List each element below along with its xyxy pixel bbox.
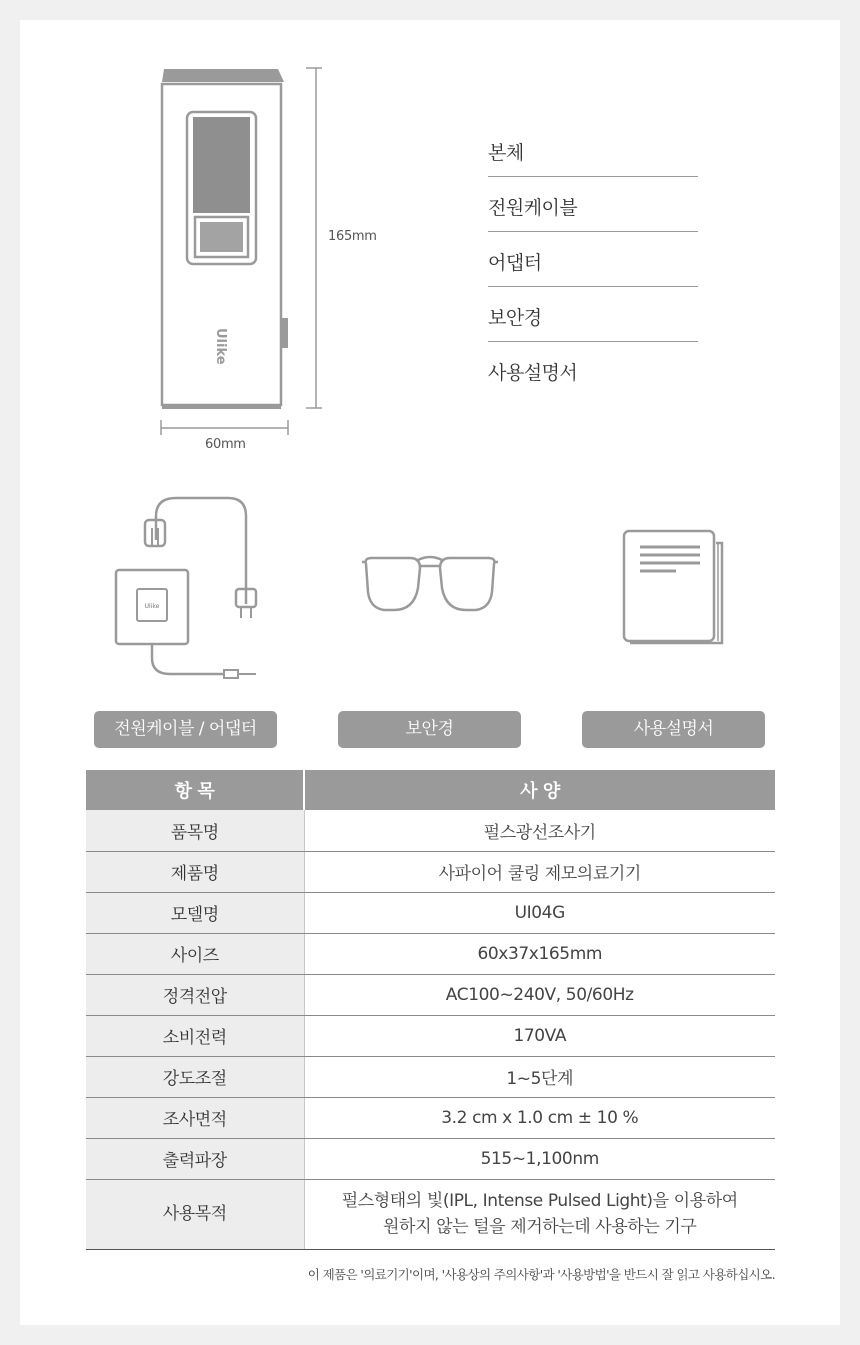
spec-key: 모델명	[86, 892, 304, 933]
spec-value: 515~1,100nm	[304, 1138, 775, 1179]
spec-key: 정격전압	[86, 974, 304, 1015]
spec-header-item: 항 목	[86, 770, 304, 810]
spec-value: 1~5단계	[304, 1056, 775, 1097]
table-row	[86, 810, 775, 851]
device-top-cap	[162, 69, 284, 82]
device-brand-logo: Ulike	[213, 328, 228, 365]
table-row	[86, 1138, 775, 1179]
width-dimension-label: 60mm	[205, 437, 246, 452]
adapter-brand-logo: Ulike	[144, 603, 160, 610]
table-row	[86, 1097, 775, 1138]
footnote: 이 제품은 '의료기기'이며, '사용상의 주의사항'과 '사용방법'을 반드시 잘 읽고 사용하십시오.	[307, 1267, 775, 1282]
table-row	[86, 1179, 775, 1249]
table-row	[86, 974, 775, 1015]
spec-value: 60x37x165mm	[304, 933, 775, 974]
spec-key: 사용목적	[86, 1179, 304, 1249]
table-row	[86, 1056, 775, 1097]
spec-value	[304, 1179, 775, 1249]
device-bottom-base	[162, 405, 281, 409]
spec-key: 강도조절	[86, 1056, 304, 1097]
spec-value: 펄스광선조사기	[304, 810, 775, 851]
manual-illustration	[618, 525, 733, 650]
spec-key: 품목명	[86, 810, 304, 851]
component-item: 사용설명서	[488, 362, 578, 384]
spec-key: 출력파장	[86, 1138, 304, 1179]
spec-value: UI04G	[304, 892, 775, 933]
spec-value-line: 펄스형태의 빛(IPL, Intense Pulsed Light)을 이용하여	[341, 1191, 738, 1211]
spec-key: 소비전력	[86, 1015, 304, 1056]
device-illustration	[150, 60, 340, 460]
height-dimension-label: 165mm	[328, 229, 377, 244]
glasses-label: 보안경	[338, 711, 521, 748]
device-side-button	[281, 318, 288, 348]
spec-value: AC100~240V, 50/60Hz	[304, 974, 775, 1015]
table-row	[86, 851, 775, 892]
spec-header-spec: 사 양	[304, 770, 775, 810]
cable-adapter-label: 전원케이블 / 어댑터	[94, 711, 277, 748]
spec-key: 조사면적	[86, 1097, 304, 1138]
component-item: 전원케이블	[488, 177, 698, 232]
spec-value-line: 원하지 않는 털을 제거하는데 사용하는 기구	[383, 1217, 697, 1237]
component-item: 보안경	[488, 287, 698, 342]
spec-value: 170VA	[304, 1015, 775, 1056]
cable-adapter-illustration	[100, 488, 270, 688]
spec-key: 제품명	[86, 851, 304, 892]
spec-value: 사파이어 쿨링 제모의료기기	[304, 851, 775, 892]
device-window-lower-fill	[200, 222, 243, 252]
component-item: 어댑터	[488, 232, 698, 287]
manual-label: 사용설명서	[582, 711, 765, 748]
device-window-upper	[193, 117, 250, 213]
spec-value: 3.2 cm x 1.0 cm ± 10 %	[304, 1097, 775, 1138]
spec-table-header-row	[86, 770, 775, 810]
table-row	[86, 933, 775, 974]
component-item: 본체	[488, 122, 698, 177]
spec-key: 사이즈	[86, 933, 304, 974]
table-row	[86, 1015, 775, 1056]
safety-glasses-illustration	[358, 548, 503, 623]
components-list	[488, 122, 698, 397]
spec-table	[86, 770, 775, 1250]
table-row	[86, 892, 775, 933]
